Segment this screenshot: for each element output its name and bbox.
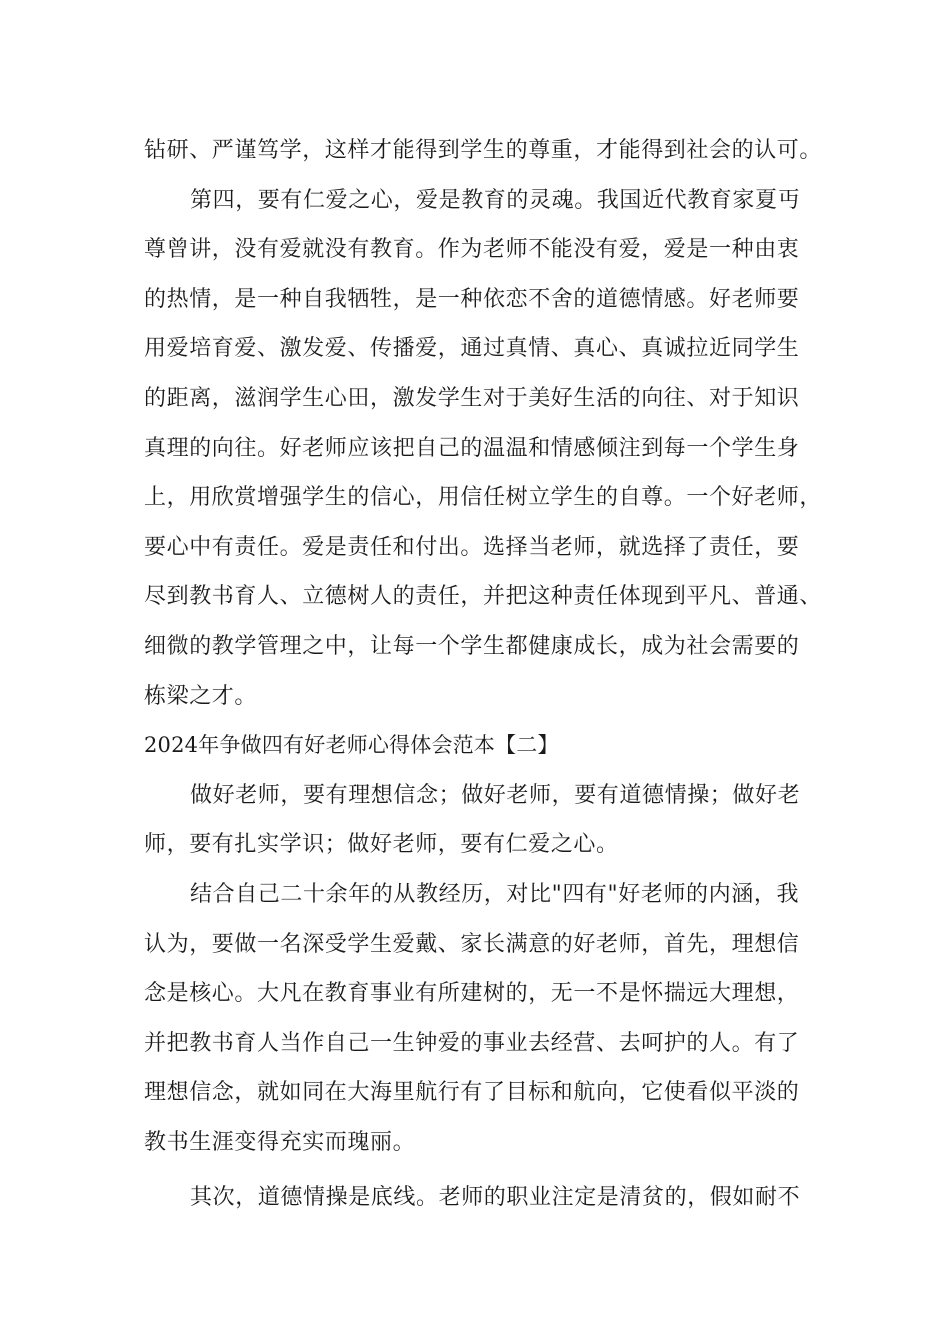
paragraph-line: 并把教书育人当作自己一生钟爱的事业去经营、去呵护的人。有了 (144, 1030, 800, 1056)
paragraph-line: 尊曾讲，没有爱就没有教育。作为老师不能没有爱，爱是一种由衷 (144, 237, 800, 263)
paragraph-line: 钻研、严谨笃学，这样才能得到学生的尊重，才能得到社会的认可。 (144, 138, 823, 163)
paragraph-line: 念是核心。大凡在教育事业有所建树的，无一不是怀揣远大理想， (144, 981, 800, 1007)
section-heading: 2024年争做四有好老师心得体会范本【二】 (144, 733, 559, 758)
paragraph-line: 认为，要做一名深受学生爱戴、家长满意的好老师，首先，理想信 (144, 931, 800, 957)
paragraph-line: 结合自己二十余年的从教经历，对比"四有"好老师的内涵，我 (190, 881, 800, 907)
paragraph-line: 尽到教书育人、立德树人的责任，并把这种责任体现到平凡、普通、 (144, 584, 823, 610)
document-body (144, 126, 834, 1223)
paragraph-line: 第四，要有仁爱之心，爱是教育的灵魂。我国近代教育家夏丏 (190, 187, 801, 213)
paragraph-line: 真理的向往。好老师应该把自己的温温和情感倾注到每一个学生身 (144, 435, 800, 461)
paragraph-line: 理想信念，就如同在大海里航行有了目标和航向，它使看似平淡的 (144, 1080, 800, 1106)
paragraph-line: 用爱培育爱、激发爱、传播爱，通过真情、真心、真诚拉近同学生 (144, 336, 800, 362)
paragraph-line: 的距离，滋润学生心田，激发学生对于美好生活的向往、对于知识 (144, 385, 800, 411)
paragraph-line: 其次，道德情操是底线。老师的职业注定是清贫的，假如耐不 (190, 1185, 801, 1211)
paragraph-line: 的热情，是一种自我牺牲，是一种依恋不舍的道德情感。好老师要 (144, 286, 800, 312)
paragraph-line: 师，要有扎实学识；做好老师，要有仁爱之心。 (144, 832, 619, 858)
paragraph-line: 栋梁之才。 (144, 683, 258, 709)
paragraph-line: 细微的教学管理之中，让每一个学生都健康成长，成为社会需要的 (144, 633, 800, 659)
paragraph-line: 教书生涯变得充实而瑰丽。 (144, 1129, 416, 1155)
paragraph-line: 要心中有责任。爱是责任和付出。选择当老师，就选择了责任，要 (144, 534, 800, 560)
paragraph-line: 上，用欣赏增强学生的信心，用信任树立学生的自尊。一个好老师， (144, 485, 823, 511)
paragraph-line: 做好老师，要有理想信念；做好老师，要有道德情操；做好老 (190, 782, 801, 808)
